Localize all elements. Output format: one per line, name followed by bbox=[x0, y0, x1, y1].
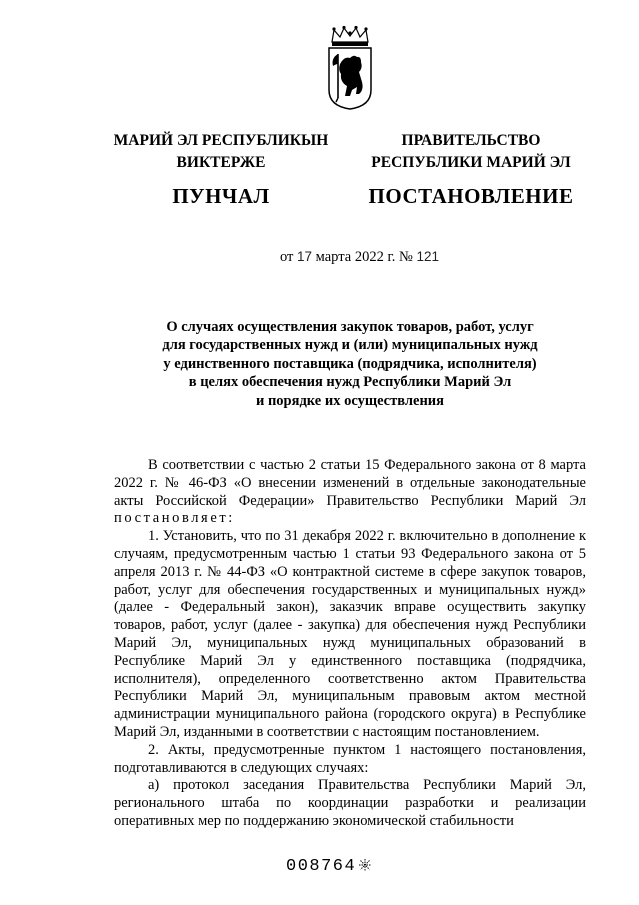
date-month-year: марта 2022 г. № bbox=[315, 249, 413, 265]
coat-of-arms-icon bbox=[326, 24, 374, 110]
header-right-block bbox=[356, 130, 586, 208]
title-line: в целях обеспечения нужд Республики Марий Эл bbox=[188, 374, 512, 391]
paragraph-3: а) протокол заседания Правительства Республики Марий Эл, регионального штаба по координации разработки и реализации оперативных мер по поддержанию экономической стабильности bbox=[114, 777, 586, 829]
header-left-block bbox=[96, 130, 346, 208]
intro-paragraph bbox=[114, 457, 586, 528]
header-right-line2: РЕСПУБЛИКИ МАРИЙ ЭЛ bbox=[371, 154, 571, 171]
title-line: О случаях осуществления закупок товаров, работ, услуг bbox=[166, 319, 534, 335]
document-number: 121 bbox=[416, 249, 439, 264]
header-right-doc-type: ПОСТАНОВЛЕНИЕ bbox=[368, 184, 574, 208]
serial-number: 008764 bbox=[286, 857, 357, 876]
title-line: у единственного поставщика (подрядчика, исполнителя) bbox=[163, 355, 537, 372]
resolves-word: постановляет: bbox=[114, 510, 235, 527]
header-right-line1: ПРАВИТЕЛЬСТВО bbox=[401, 132, 541, 149]
paragraph-2: 2. Акты, предусмотренные пунктом 1 настоящего постановления, подготавливаются в следующих случаях: bbox=[114, 741, 586, 776]
document-title bbox=[110, 318, 590, 410]
date-line bbox=[0, 249, 639, 266]
paragraph-1: 1. Установить, что по 31 декабря 2022 г. включительно в дополнение к случаям, предусмотренным частью 1 статьи 93 Федерального закона от 5 апреля 2013 г. № 44-ФЗ «О контрактной системе в сфере закупок товаров, работ, услуг для обеспечения государственных и муниципальных нужд» (далее - Федеральный закон), заказчик вправе осуществить закупку товаров, работ, услуг (далее - закупка) для обеспечения нужд Республики Марий Эл, муниципальных нужд муниципальных образований в Республике Марий Эл у единственного поставщика (подрядчика, исполнителя), определенного соответственно актом Правительства Республики Марий Эл, муниципальным правовым актом местной администрации муниципального района (городского округа) в Республике Марий Эл, изданными в соответствии с настоящим постановлением. bbox=[114, 528, 586, 740]
header-left-line1: МАРИЙ ЭЛ РЕСПУБЛИКЫН bbox=[113, 132, 329, 149]
intro-text: В соответствии с частью 2 статьи 15 Федерального закона от 8 марта 2022 г. № 46-ФЗ «О внесении изменений в отдельные законодательные акты Российской Федерации» Правительство Республики Марий Эл bbox=[114, 457, 586, 509]
asterisk-mark-icon bbox=[358, 858, 372, 872]
date-day: 17 bbox=[297, 249, 313, 264]
title-line: для государственных нужд и (или) муниципальных нужд bbox=[162, 337, 538, 354]
header-left-doc-type: ПУНЧАЛ bbox=[172, 184, 270, 208]
date-prefix: от bbox=[279, 249, 294, 265]
header-left-line2: ВИКТЕРЖЕ bbox=[176, 154, 266, 171]
title-line: и порядке их осуществления bbox=[255, 392, 445, 409]
document-body bbox=[114, 457, 586, 831]
